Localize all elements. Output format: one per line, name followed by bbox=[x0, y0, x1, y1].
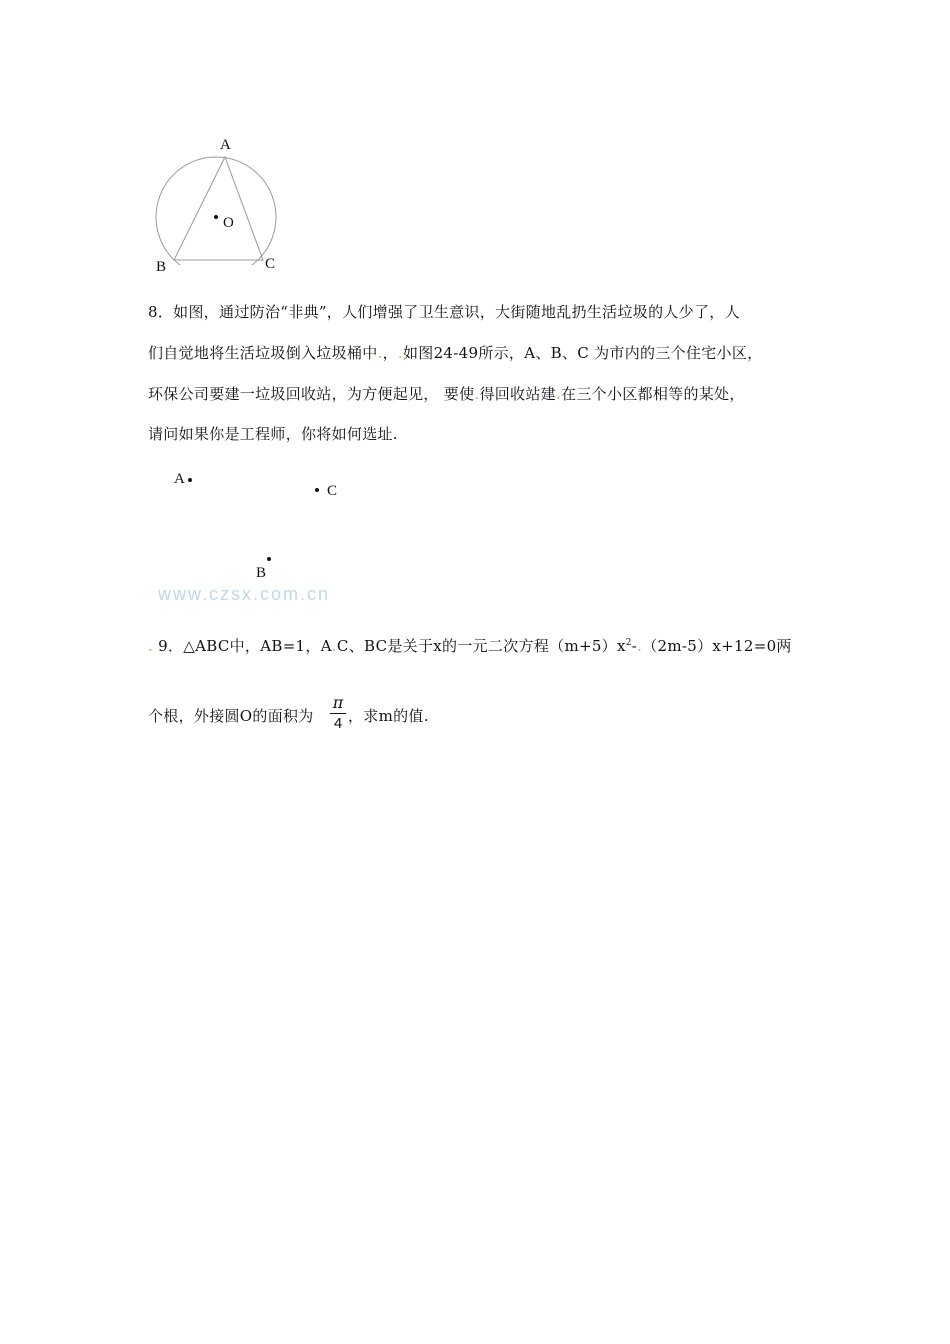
point-c bbox=[315, 488, 319, 492]
fig2-label-c: C bbox=[327, 483, 338, 499]
q8-sep: ， bbox=[382, 344, 398, 362]
fig1-label-o: O bbox=[223, 215, 234, 231]
fraction-denominator: 4 bbox=[333, 715, 343, 732]
fig2-label-a: A bbox=[174, 471, 185, 487]
q8-line-3-text-b: 得回收站建 bbox=[479, 385, 556, 403]
q8-line-3-text-c: 在三个小区都相等的某处， bbox=[561, 385, 745, 403]
point-b bbox=[267, 557, 271, 561]
q9-mark: . bbox=[331, 637, 337, 655]
fig1-label-c: C bbox=[265, 256, 276, 272]
fraction-numerator: π bbox=[332, 693, 344, 712]
q9-line-2-right: ，求m的值. bbox=[348, 707, 429, 725]
fraction-bar bbox=[330, 713, 346, 714]
circle-triangle-diagram bbox=[150, 150, 280, 265]
q8-line-3-text-a: 环保公司要建一垃圾回收站，为方便起见， 要使 bbox=[148, 385, 475, 403]
q9-mark: . bbox=[148, 637, 154, 655]
q8-line-2 bbox=[148, 343, 762, 363]
q8-line-3 bbox=[148, 384, 745, 404]
q8-mark: . bbox=[555, 385, 562, 403]
q9-line-2-left: 个根，外接圆O的面积为 bbox=[148, 707, 314, 725]
q8-line-4: 请问如果你是工程师，你将如何选址. bbox=[148, 425, 398, 443]
q9-mark: . bbox=[637, 637, 643, 655]
q8-mark: . bbox=[377, 344, 383, 362]
q8-line-2-text-a: 们自觉地将生活垃圾倒入垃圾桶中 bbox=[148, 344, 378, 362]
q9-line-1 bbox=[148, 633, 792, 656]
q9-superscript: 2 bbox=[625, 638, 632, 648]
q8-mark: . bbox=[397, 344, 403, 362]
figure-circle-triangle bbox=[150, 150, 280, 265]
q9-text-d: （2m-5）x+12=0两 bbox=[642, 637, 792, 655]
q8-line-1: 8．如图，通过防治“非典”，人们增强了卫生意识，大街随地乱扔生活垃圾的人少了，人 bbox=[148, 303, 740, 321]
fraction-pi-over-4 bbox=[330, 694, 346, 733]
watermark: www.czsx.com.cn bbox=[158, 584, 331, 604]
q9-text-a: 9．△ABC中，AB=1，A bbox=[153, 637, 332, 655]
q8-line-2-text-b: 如图24-49所示，A、B、C 为市内的三个住宅小区， bbox=[402, 344, 763, 362]
q8-mark: . bbox=[474, 385, 480, 403]
q9-text-b: C、BC是关于x的一元二次方程（m+5）x bbox=[336, 637, 626, 655]
fig1-label-a: A bbox=[220, 137, 231, 153]
triangle-abc bbox=[174, 157, 263, 260]
fig1-label-b: B bbox=[156, 259, 167, 275]
fig2-label-b: B bbox=[256, 565, 267, 581]
center-point bbox=[214, 215, 218, 219]
point-a bbox=[188, 478, 192, 482]
q9-text-c: - bbox=[631, 637, 638, 655]
circumcircle bbox=[156, 157, 276, 265]
